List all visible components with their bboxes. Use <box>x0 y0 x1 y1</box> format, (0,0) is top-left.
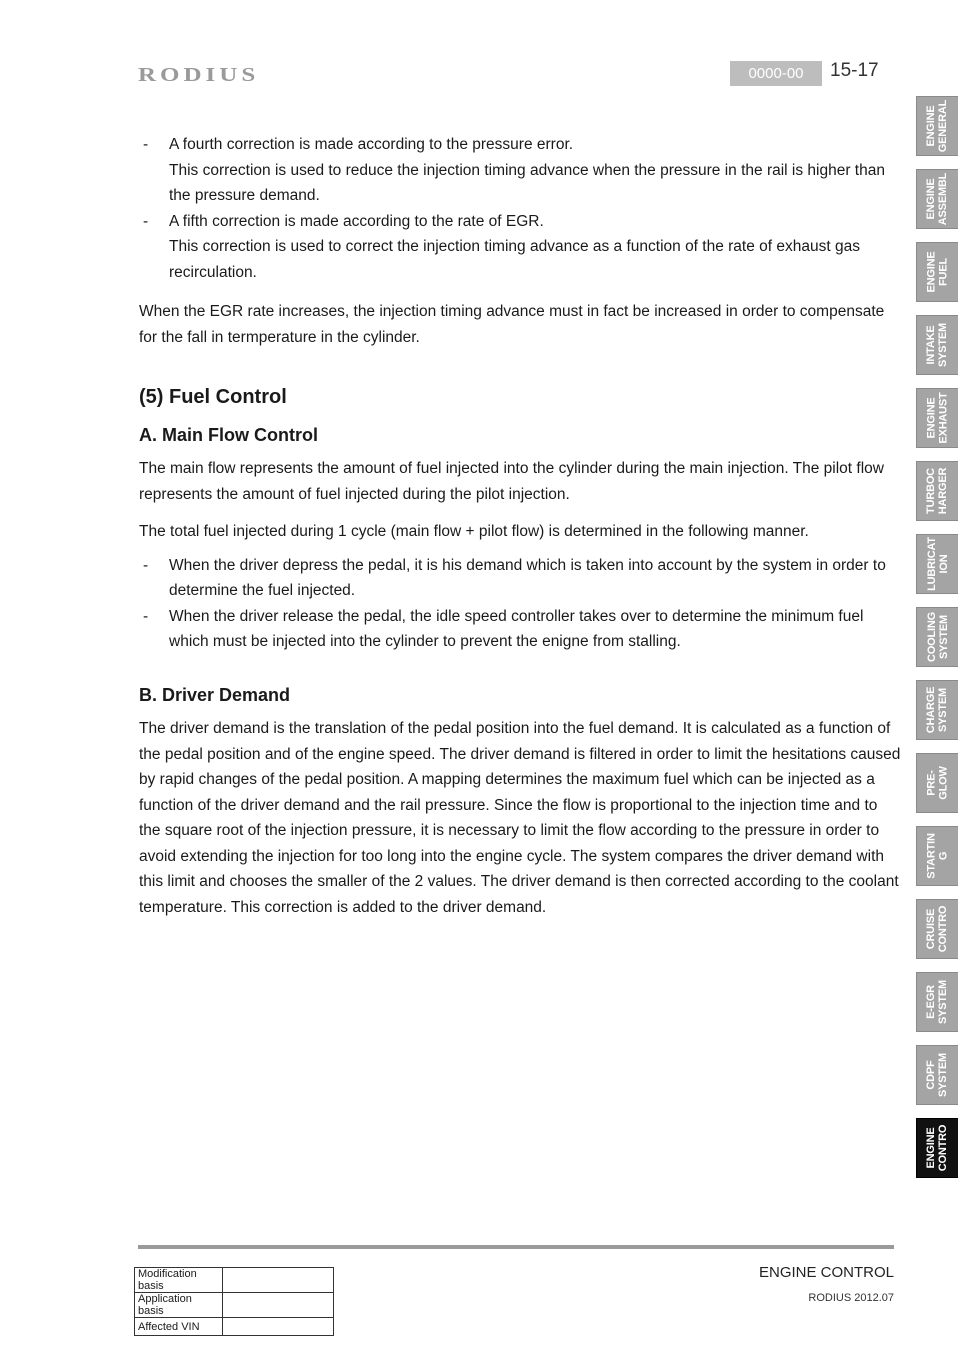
footer-chapter-title: ENGINE CONTROL <box>758 1264 894 1281</box>
tab-label: INTAKE SYSTEM <box>925 322 950 368</box>
section-code-badge: 0000-00 <box>730 61 822 86</box>
bullet-detail: This correction is used to correct the injection timing advance as a function of the rate of exhaust gas recirculation. <box>169 238 860 281</box>
tab-label: TURBOC HARGER <box>925 467 950 515</box>
bullet-item <box>143 604 901 655</box>
table-value <box>223 1318 334 1336</box>
tab-label: ENGINE EXHAUST <box>925 392 950 444</box>
table-row <box>135 1293 334 1318</box>
table-label: Affected VIN <box>135 1318 223 1336</box>
tab-engine-exhaust[interactable] <box>916 388 958 448</box>
tab-turbocharger[interactable] <box>916 461 958 521</box>
tab-intake-system[interactable] <box>916 315 958 375</box>
table-row <box>135 1318 334 1336</box>
tab-label: COOLING SYSTEM <box>925 612 950 662</box>
bullet-text: When the driver depress the pedal, it is his demand which is taken into account by the system in order to determine the fuel injected. <box>169 556 886 599</box>
tab-label: ENGINE CONTRO <box>925 1124 950 1172</box>
bullet-line: A fifth correction is made according to the rate of EGR. <box>169 212 544 230</box>
bullet-dash: - <box>143 136 149 153</box>
tab-label: PRE- GLOW <box>925 766 950 800</box>
section-heading: (5) Fuel Control <box>139 386 287 408</box>
tab-label: STARTIN G <box>925 833 950 879</box>
footer-divider <box>138 1245 894 1249</box>
tab-engine-assembly[interactable] <box>916 169 958 229</box>
main-flow-paragraph: The main flow represents the amount of fuel injected into the cylinder during the main injection. The pilot flow represents the amount of fuel injected during the pilot injection. <box>139 460 884 503</box>
tab-label: CDPF SYSTEM <box>925 1052 950 1098</box>
tab-label: ENGINE ASSEMBL <box>925 172 950 226</box>
subsection-heading-a: A. Main Flow Control <box>139 424 318 445</box>
tab-label: LUBRICAT ION <box>925 537 950 591</box>
table-value <box>223 1268 334 1293</box>
tab-e-egr-system[interactable] <box>916 972 958 1032</box>
tab-cdpf-system[interactable] <box>916 1045 958 1105</box>
tab-label: ENGINE GENERAL <box>925 99 950 153</box>
tab-engine-general[interactable] <box>916 96 958 156</box>
tab-lubrication[interactable] <box>916 534 958 594</box>
page-number: 15-17 <box>830 60 879 81</box>
tab-label: CHARGE SYSTEM <box>925 686 950 734</box>
table-value <box>223 1293 334 1318</box>
table-row <box>135 1268 334 1293</box>
bullet-item <box>143 209 901 286</box>
tab-charge-system[interactable] <box>916 680 958 740</box>
bullet-text: When the driver release the pedal, the idle speed controller takes over to determine the minimum fuel which must be injected into the cylinder to prevent the enigne from stalling. <box>169 607 864 650</box>
bullet-line: A fourth correction is made according to the pressure error. <box>169 136 574 153</box>
table-label: Application basis <box>135 1293 223 1318</box>
tab-label: E-EGR SYSTEM <box>925 979 950 1025</box>
bullet-item <box>143 132 901 209</box>
bullet-dash: - <box>143 556 149 574</box>
subsection-heading-b: B. Driver Demand <box>139 684 291 705</box>
footer-model-date: RODIUS 2012.07 <box>808 1292 894 1304</box>
tab-label: ENGINE FUEL <box>925 251 950 293</box>
tab-cruise-control[interactable] <box>916 899 958 959</box>
tab-engine-control[interactable] <box>916 1118 958 1178</box>
total-fuel-paragraph: The total fuel injected during 1 cycle (main flow + pilot flow) is determined in the following manner. <box>139 523 809 540</box>
tab-label: CRUISE CONTRO <box>925 905 950 953</box>
revision-table <box>134 1267 334 1336</box>
egr-paragraph: When the EGR rate increases, the injection timing advance must in fact be increased in order to compensate for the fall in termperature in the cylinder. <box>139 303 885 346</box>
driver-demand-paragraph: The driver demand is the translation of the pedal position into the fuel demand. It is calculated as a function of the pedal position and of the engine speed. The driver demand is filtered in order to limit the hesitations caused by rapid changes of the pedal position. A mapping determines the maximum fuel which can be injected as a function of the driver demand and the rail pressure. Since the flow is proportional to the injection time and to the square root of the injection pressure, it is necessary to limit the flow according to the pressure in order to avoid extending the injection for too long into the engine cycle. The system compares the driver demand with this limit and chooses the smaller of the 2 values. The driver demand is then corrected according to the coolant temperature. This correction is added to the driver demand. <box>139 720 901 916</box>
bullet-dash: - <box>143 607 149 625</box>
tab-engine-fuel[interactable] <box>916 242 958 302</box>
bullet-item <box>143 553 901 604</box>
brand-logo: RODIUS <box>138 64 260 86</box>
bullet-dash: - <box>143 212 149 230</box>
bullet-detail: This correction is used to reduce the injection timing advance when the pressure in the rail is higher than the pressure demand. <box>169 161 885 204</box>
table-label: Modification basis <box>135 1268 223 1293</box>
document-body <box>139 132 901 920</box>
tab-starting[interactable] <box>916 826 958 886</box>
tab-cooling-system[interactable] <box>916 607 958 667</box>
tab-pre-glow[interactable] <box>916 753 958 813</box>
